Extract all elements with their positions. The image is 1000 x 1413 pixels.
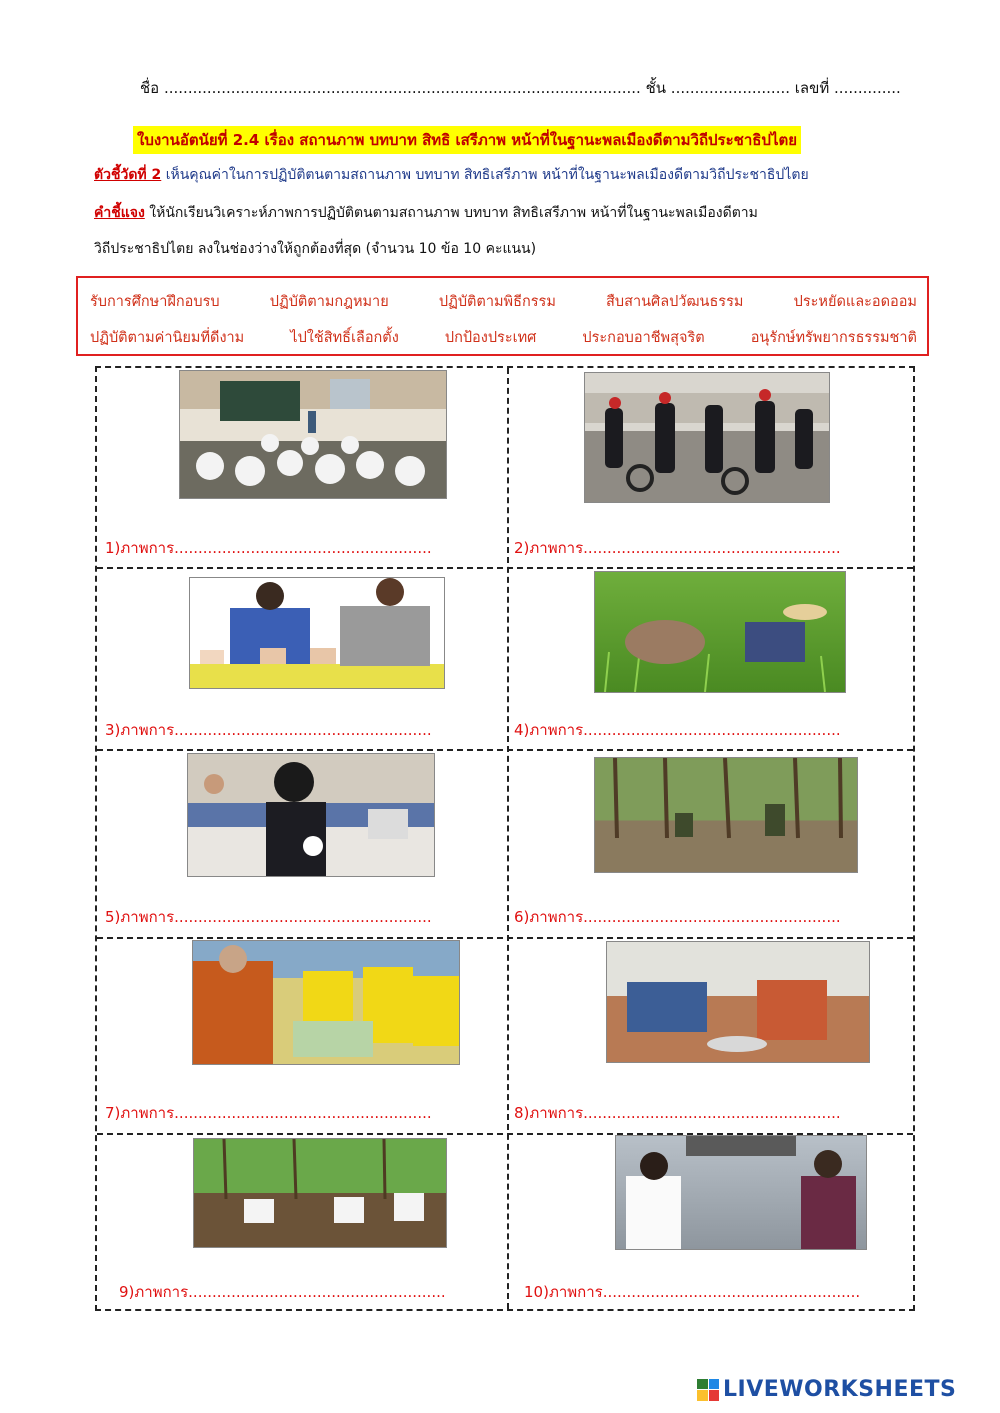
liveworksheets-logo (697, 1377, 956, 1402)
word-bank-item: รับการศึกษาฝึกอบรบ (90, 294, 220, 310)
soldiers-forest-photo (594, 757, 858, 873)
answer-7[interactable]: 7)ภาพการ...................................................... (105, 1104, 432, 1122)
tree-planting-photo (193, 1138, 447, 1248)
answer-4[interactable]: 4)ภาพการ...................................................... (514, 721, 841, 739)
grid-divider (97, 749, 913, 751)
word-bank-row-1 (90, 290, 917, 313)
answer-grid (95, 366, 915, 1311)
word-bank-row-2 (90, 326, 917, 349)
indicator-line (94, 164, 809, 186)
word-bank-item: ประกอบอาชีพสุจริต (582, 330, 705, 346)
answer-6[interactable]: 6)ภาพการ...................................................... (514, 908, 841, 926)
class-label: ชั้น (645, 79, 667, 97)
number-label: เลขที่ (794, 79, 830, 97)
name-label: ชื่อ (140, 79, 160, 97)
wai-greeting-photo (615, 1135, 867, 1250)
answer-5[interactable]: 5)ภาพการ...................................................... (105, 908, 432, 926)
water-blessing-photo (606, 941, 870, 1063)
word-bank-item: ไปใช้สิทธิ์เลือกตั้ง (290, 330, 399, 346)
merit-making-photo (192, 940, 460, 1065)
voting-photo (187, 753, 435, 877)
grid-divider (97, 937, 913, 939)
word-bank-item: ปฏิบัติตามพิธีกรรม (438, 294, 556, 310)
answer-10[interactable]: 10)ภาพการ...................................................... (524, 1283, 861, 1301)
answer-9[interactable]: 9)ภาพการ...................................................... (119, 1283, 446, 1301)
answer-2[interactable]: 2)ภาพการ...................................................... (514, 539, 841, 557)
indicator-label: ตัวชี้วัดที่ 2 (94, 167, 162, 183)
answer-1[interactable]: 1)ภาพการ...................................................... (105, 539, 432, 557)
instruction-line-1 (94, 202, 758, 224)
rice-field-photo (594, 571, 846, 693)
grid-divider (97, 567, 913, 569)
word-bank (76, 276, 929, 356)
saving-photo (189, 577, 445, 689)
word-bank-item: อนุรักษ์ทรัพยากรธรรมชาติ (750, 330, 917, 346)
word-bank-item: ปฏิบัติตามกฎหมาย (269, 294, 389, 310)
grid-divider (507, 368, 509, 1309)
word-bank-item: ปกป้องประเทศ (444, 330, 537, 346)
student-info-line (140, 76, 901, 100)
instruction-label: คำชี้แจง (94, 205, 145, 221)
class-blank[interactable]: ......................... (670, 79, 790, 97)
name-blank[interactable]: .................................................................................................... (163, 79, 641, 97)
word-bank-item: ปฏิบัติตามค่านิยมที่ดีงาม (90, 330, 245, 346)
instruction-line-2: วิถีประชาธิปไตย ลงในช่องว่างให้ถูกต้องที่สุด (จำนวน 10 ข้อ 10 คะแนน) (94, 241, 537, 257)
word-bank-item: สืบสานศิลปวัฒนธรรม (606, 294, 744, 310)
answer-3[interactable]: 3)ภาพการ...................................................... (105, 721, 432, 739)
worksheet-title: ใบงานอัตนัยที่ 2.4 เรื่อง สถานภาพ บทบาท สิทธิ เสรีภาพ หน้าที่ในฐานะพลเมืองดีตามวิถีประชาธิปไตย (133, 126, 801, 154)
brand-text: LIVEWORKSHEETS (723, 1377, 957, 1402)
instruction-text-1: ให้นักเรียนวิเคราะห์ภาพการปฏิบัติตนตามสถานภาพ บทบาท สิทธิเสรีภาพ หน้าที่ในฐานะพลเมืองดีตาม (149, 205, 758, 221)
word-bank-item: ประหยัดและอดออม (793, 294, 917, 310)
brand-icon (697, 1379, 719, 1401)
answer-8[interactable]: 8)ภาพการ...................................................... (514, 1104, 841, 1122)
police-photo (584, 372, 830, 503)
number-blank[interactable]: .............. (834, 79, 901, 97)
classroom-photo (179, 370, 447, 499)
indicator-text: เห็นคุณค่าในการปฏิบัติตนตามสถานภาพ บทบาท สิทธิเสรีภาพ หน้าที่ในฐานะพลเมืองดีตามวิถีประชาธิปไตย (165, 167, 809, 183)
